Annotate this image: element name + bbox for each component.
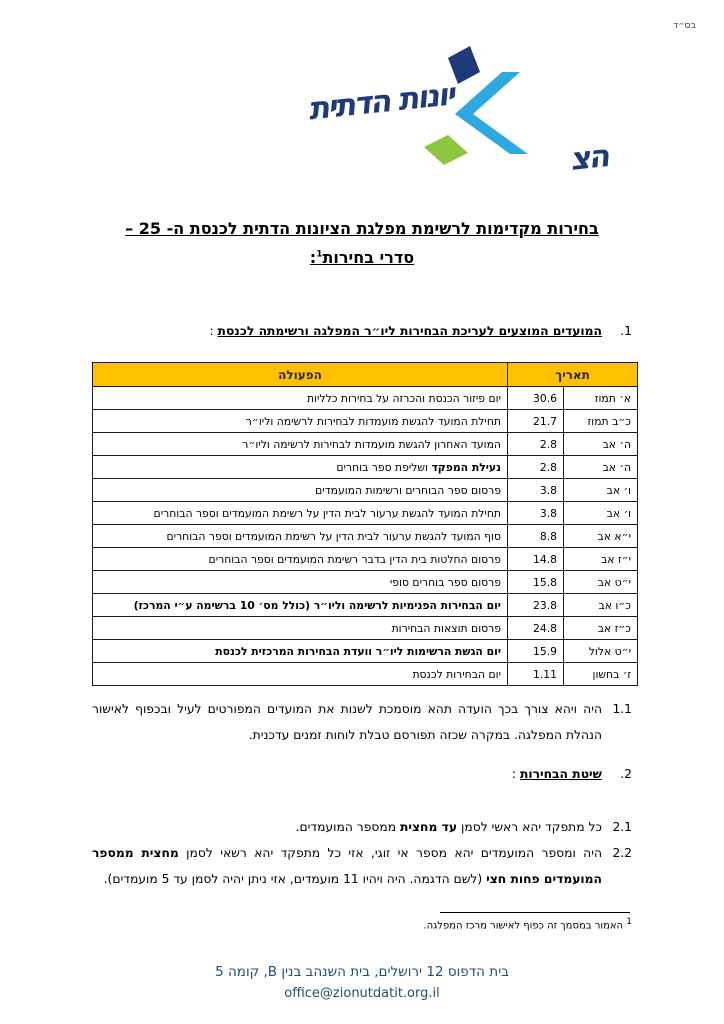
section1-text: המועדים המוצעים לעריכת הבחירות ליו״ר המפלגה ורשימתה לכנסת : bbox=[209, 324, 602, 338]
date-cell: 1.11 bbox=[508, 663, 564, 686]
action-cell: יום הבחירות הפנימיות לרשימה וליו״ר (כולל מס׳ 10 ברשימה ע״י המרכז) bbox=[93, 594, 508, 617]
schedule-row bbox=[93, 433, 638, 456]
hebrew-date-cell: ה׳ אב bbox=[564, 433, 638, 456]
clause-1-1 bbox=[92, 696, 632, 748]
schedule-row bbox=[93, 410, 638, 433]
emblem-navy-piece bbox=[448, 46, 480, 84]
clause-2-1-text: כל מתפקד יהא ראשי לסמן עד מחצית ממספר המועמדים. bbox=[295, 820, 602, 834]
title-line2: סדרי בחירות$^1$: bbox=[309, 248, 415, 268]
schedule-row bbox=[93, 525, 638, 548]
hebrew-date-cell: כ״ז אב bbox=[564, 617, 638, 640]
section1-number: 1. bbox=[620, 324, 632, 338]
date-cell: 2.8 bbox=[508, 433, 564, 456]
date-cell: 15.9 bbox=[508, 640, 564, 663]
action-cell: סוף המועד להגשת ערעור לבית הדין על רשימת המועמדים וספר הבוחרים bbox=[93, 525, 508, 548]
action-cell: יום הגשת הרשימות ליו״ר וועדת הבחירות המרכזית לכנסת bbox=[93, 640, 508, 663]
bsd-text: בס״ד bbox=[673, 20, 696, 31]
schedule-row bbox=[93, 548, 638, 571]
emblem-green-piece bbox=[424, 135, 468, 165]
date-cell: 24.8 bbox=[508, 617, 564, 640]
schedule-row bbox=[93, 663, 638, 686]
schedule-row bbox=[93, 456, 638, 479]
date-cell: 23.8 bbox=[508, 594, 564, 617]
action-cell: המועד האחרון להגשת מועמדות לבחירות לרשימה וליו״ר bbox=[93, 433, 508, 456]
schedule-row bbox=[93, 617, 638, 640]
emblem-chevron-piece bbox=[455, 72, 528, 154]
date-cell: 3.8 bbox=[508, 479, 564, 502]
hebrew-date-cell: כ״ב תמוז bbox=[564, 410, 638, 433]
action-cell: תחילת המועד להגשת מועמדות לבחירות לרשימה וליו״ר bbox=[93, 410, 508, 433]
action-cell: פרסום ספר הבוחרים ורשימות המועמדים bbox=[93, 479, 508, 502]
action-cell: יום פיזור הכנסת והכרזה על בחירות כלליות bbox=[93, 387, 508, 410]
schedule-table-header-row bbox=[93, 363, 638, 387]
date-cell: 3.8 bbox=[508, 502, 564, 525]
hebrew-date-cell: א׳ תמוז bbox=[564, 387, 638, 410]
date-column-header: תאריך bbox=[508, 363, 638, 387]
action-cell: פרסום תוצאות הבחירות bbox=[93, 617, 508, 640]
hebrew-date-cell: י״ט אב bbox=[564, 571, 638, 594]
date-cell: 21.7 bbox=[508, 410, 564, 433]
date-cell: 8.8 bbox=[508, 525, 564, 548]
star-emblem-icon bbox=[415, 42, 555, 172]
schedule-row bbox=[93, 502, 638, 525]
action-cell: יום הבחירות לכנסת bbox=[93, 663, 508, 686]
title-line1: בחירות מקדימות לרשימת מפלגת הציונות הדתית לכנסת ה- 25 – bbox=[125, 219, 599, 238]
footnote-text: האמור במסמך זה כפוף לאישור מרכז המפלגה. bbox=[423, 920, 627, 932]
clause-1-1-number: 1.1 bbox=[612, 702, 632, 716]
section1-heading bbox=[92, 324, 632, 338]
clause-2-1-number: 2.1 bbox=[612, 820, 632, 834]
clause-1-1-text: היה ויהא צורך בכך הועדה תהא מוסמכת לשנות את המועדים המפורטים לעיל ובכפוף לאישור הנהלת המפלגה. במקרה שכזה תפורסם טבלת לוחות זמנים עדכנית. bbox=[92, 702, 602, 742]
footnote-number: 1 bbox=[626, 917, 632, 927]
page-footer bbox=[0, 961, 724, 1005]
date-cell: 2.8 bbox=[508, 456, 564, 479]
action-cell: פרסום החלטות בית הדין בדבר רשימת המועמדים וספר הבוחרים bbox=[93, 548, 508, 571]
schedule-table-body bbox=[93, 387, 638, 686]
schedule-row bbox=[93, 387, 638, 410]
hebrew-date-cell: ו׳ אב bbox=[564, 479, 638, 502]
footer-address: בית הדפוס 12 ירושלים, בית השנהב בנין B, קומה 5 bbox=[215, 964, 509, 980]
hebrew-date-cell: ז׳ בחשון bbox=[564, 663, 638, 686]
election-schedule-table bbox=[92, 362, 638, 686]
hebrew-date-cell: י״ט אלול bbox=[564, 640, 638, 663]
hebrew-date-cell: ה׳ אב bbox=[564, 456, 638, 479]
clause-2-1 bbox=[92, 814, 632, 840]
date-cell: 30.6 bbox=[508, 387, 564, 410]
schedule-row bbox=[93, 594, 638, 617]
hebrew-date-cell: י״א אב bbox=[564, 525, 638, 548]
party-logo bbox=[0, 40, 724, 178]
party-logo-text-right: הצ bbox=[568, 138, 610, 178]
hebrew-date-cell: כ״ו אב bbox=[564, 594, 638, 617]
action-column-header: הפעולה bbox=[93, 363, 508, 387]
action-cell: תחילת המועד להגשת ערעור לבית הדין על רשימת המועמדים וספר הבוחרים bbox=[93, 502, 508, 525]
schedule-row bbox=[93, 479, 638, 502]
schedule-row bbox=[93, 571, 638, 594]
section2-number: 2. bbox=[620, 767, 632, 781]
date-cell: 14.8 bbox=[508, 548, 564, 571]
clause-2-2-text: היה ומספר המועמדים יהא מספר אי זוגי, אזי כל מתפקד יהא רשאי לסמן מחצית ממספר המועמדים פחות חצי (לשם הדגמה. היה ויהיו 11 מועמדים, אזי ניתן יהיה לסמן עד 5 מועמדים). bbox=[92, 846, 603, 886]
clause-2-2-number: 2.2 bbox=[612, 846, 632, 860]
footnote bbox=[92, 917, 632, 931]
footnote-ref: 1 bbox=[316, 250, 323, 260]
action-cell: נעילת המפקד ושליפת ספר בוחרים bbox=[93, 456, 508, 479]
party-logo-text-left: יונות הדתית bbox=[306, 76, 455, 128]
footnote-separator bbox=[440, 912, 630, 913]
footer-email[interactable]: office@zionutdatit.org.il bbox=[284, 986, 440, 1001]
section2-heading bbox=[92, 767, 632, 781]
section2-text: שיטת הבחירות : bbox=[511, 767, 602, 781]
hebrew-date-cell: ו׳ אב bbox=[564, 502, 638, 525]
document-title bbox=[0, 216, 724, 271]
clause-2-2 bbox=[92, 840, 632, 892]
schedule-row bbox=[93, 640, 638, 663]
hebrew-date-cell: י״ז אב bbox=[564, 548, 638, 571]
action-cell: פרסום ספר בוחרים סופי bbox=[93, 571, 508, 594]
date-cell: 15.8 bbox=[508, 571, 564, 594]
